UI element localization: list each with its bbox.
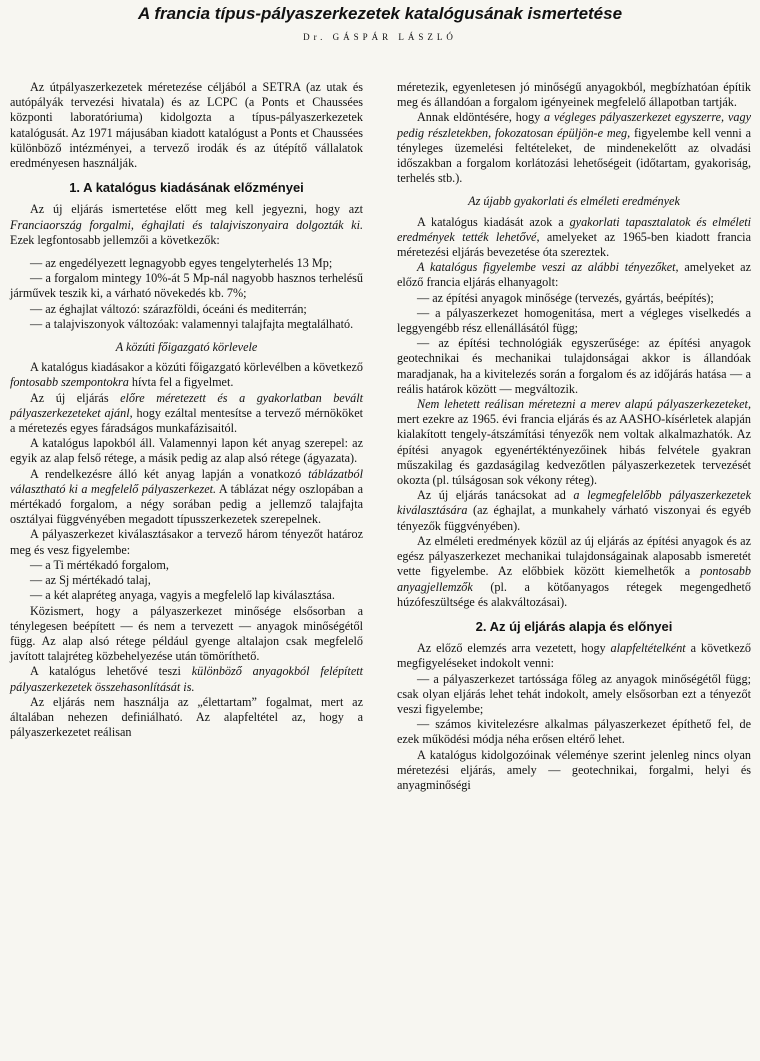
subheading-circular: A közúti főigazgató körlevele (115, 340, 258, 355)
list-item: — az Sj mértékadó talaj, (30, 573, 151, 588)
paragraph: A pályaszerkezet kiválasztásakor a tervező három tényezőt határoz meg és vesz figyelembe: (10, 527, 363, 557)
paragraph: Közismert, hogy a pályaszerkezet minősége elsősorban a ténylegesen beépített — és nem a tervezett — anyagok minőségétől függ. Az alap alsó rétege például gyenge altalajon csak megfelelő javított talajréteg közbehelyezése után tömöríthető. (10, 603, 363, 664)
paragraph: A katalógus kiadásakor a közúti főigazgató körlevélben a következő fontosabb szempontokra hívta fel a figyelmet. (10, 360, 363, 390)
paragraph: A katalógus figyelembe veszi az alábbi tényezőket, amelyeket az előző francia eljárás elhanyagolt: (397, 260, 751, 290)
paragraph: Az előző elemzés arra vezetett, hogy alapfeltételként a következő megfigyeléseket indokolt venni: (397, 641, 751, 671)
list-item: — az építési anyagok minősége (tervezés, gyártás, beépítés); (417, 290, 714, 305)
list-item: — a pályaszerkezet homogenitása, mert a végleges viselkedés a leggyengébb rész ellenállásától függ; (397, 305, 751, 336)
paragraph: Az új eljárás tanácsokat ad a legmegfelelőbb pályaszerkezetek kiválasztására (az éghajlat, a munkahely várható viszonyai és egyéb tényezők függvényében). (397, 488, 752, 533)
article-title: A francia típus-pályaszerkezetek katalógusának ismertetése (137, 4, 623, 23)
right-column (397, 80, 751, 793)
subheading-results: Az újabb gyakorlati és elméleti eredmények (468, 194, 680, 209)
paragraph: Az új eljárás előre méretezett és a gyakorlatban bevált pályaszerkezeteket ajánl, hogy ezáltal mentesítse a tervező mérnököket a méretezés egyes fáradságos munkafázisaitól. (10, 390, 363, 436)
paragraph: Annak eldöntésére, hogy a végleges pályaszerkezet egyszerre, vagy pedig részletekben, fokozatosan épüljön-e meg, figyelembe kell venni a tényleges üzemelési feltételeket, de mindenekelőtt az olvadási időszakban a forgalom korlátozási lehetőségeit (időtartam, gyakoriság, terhelés stb.). (397, 110, 751, 186)
paragraph: Az eljárás nem használja az „élettartam” fogalmat, mert az általában nehezen definiálható. Az alapfeltétel az, hogy a pályaszerkezetet reálisan (10, 694, 363, 740)
paragraph: Az új eljárás ismertetése előtt meg kell jegyezni, hogy azt Franciaország forgalmi, éghajlati és talajviszonyaira dolgozták ki. Ezek legfontosabb jellemzői a következők: (10, 202, 363, 247)
list-item: — a pályaszerkezet tartóssága főleg az anyagok minőségétől függ; csak olyan eljárás lehet tehát indokolt, amely elsősorban ezt a tényezőt veszi figyelembe; (397, 671, 751, 716)
list-item: — a forgalom mintegy 10%-át 5 Mp-nál nagyobb hasznos terhelésű járművek teszik ki, a várható növekedés kb. 7%; (10, 271, 363, 301)
list-item: — az éghajlat változó: szárazföldi, óceáni és mediterrán; (30, 301, 307, 316)
paragraph: A rendelkezésre álló két anyag lapján a vonatkozó táblázatból választható ki a megfelelő pályaszerkezet. A táblázat négy oszlopában a mértékadó forgalom, a négy sorában pedig a jellemző talajfajta osztályai függvényében megadott típusszerkezetek szerepelnek. (10, 466, 363, 527)
list-item: — az építési technológiák egyszerűsége: az építési anyagok geotechnikai és mechanikai tulajdonságai akkor is állandóak maradjanak, ha a kivitelezés során a forgalom és az időjárás hatása — a reális határok között — megváltozik. (397, 336, 751, 396)
list-item: — a Ti mértékadó forgalom, (30, 557, 169, 572)
section-heading-2: 2. Az új eljárás alapja és előnyei (475, 618, 673, 634)
paragraph: méretezik, egyenletesen jó minőségű anyagokból, megbízhatóan építik meg és állandóan a forgalom igényeinek megfelelő állapotban tartják. (397, 80, 751, 110)
section-heading-1: 1. A katalógus kiadásának előzményei (69, 180, 304, 196)
paragraph: Nem lehetett reálisan méretezni a merev alapú pályaszerkezeteket, mert ezekre az 1965. évi francia eljárás és az AASHO-kísérletek alapján kialakított tengely-átszámítási tényezők nem voltak alkalmazhatók. Az építési anyagok egyenértéktényezőinek hibás felvétele gyakran műszakilag és gazdaságilag kedvezőtlen pályaszerkezetek tervezését okozta (pl. túlságosan sok vékony réteg). (397, 397, 751, 488)
paragraph: A katalógus lehetővé teszi különböző anyagokból felépített pályaszerkezetek összehasonlítását is. (10, 664, 363, 694)
author-line: Dr. GÁSPÁR LÁSZLÓ (303, 32, 457, 42)
paragraph: A katalógus lapokból áll. Valamennyi lapon két anyag szerepel: az egyik az alap felső rétege, a másik pedig az alap alsó rétege (ágyazata). (10, 436, 363, 466)
left-column (10, 80, 363, 740)
list-item: — számos kivitelezésre alkalmas pályaszerkezet építhető fel, de ezek működési módja néha erősen eltérő lehet. (397, 717, 751, 747)
list-item: — az engedélyezett legnagyobb egyes tengelyterhelés 13 Mp; (30, 256, 333, 271)
intro-paragraph: Az útpályaszerkezetek méretezése céljából a SETRA (az utak és autópályák tervezési hivatala) és az LCPC (a Ponts et Chaussées központi laboratóriuma) kidolgozta a típus-pályaszerkezetek katalógusát. Az 1971 májusában kiadott katalógust a Ponts et Chaussées különböző intézményei, a tervező irodák és az útépítő vállalatok eredményesen használják. (10, 80, 363, 171)
paragraph: A katalógus kidolgozóinak véleménye szerint jelenleg nincs olyan méretezési eljárás, amely — geotechnikai, forgalmi, helyi és anyagminőségi (397, 747, 751, 792)
list-item: — a talajviszonyok változóak: valamennyi talajfajta megtalálható. (30, 316, 354, 331)
paragraph: A katalógus kiadását azok a gyakorlati tapasztalatok és elméleti eredmények tették lehetővé, amelyeket az 1965-ben kiadott francia méretezési eljárás bevezetése óta szereztek. (397, 214, 752, 260)
paragraph: Az elméleti eredmények közül az új eljárás az építési anyagok és az egész pályaszerkezet mechanikai tulajdonságainak alaposabb ismeretét vette figyelembe. Az előbbiek között kiemelhetők a pontosabb anyagjellemzők (pl. a kötőanyagos rétegek megengedhető húzófeszültsége és alakváltozásai). (397, 533, 751, 609)
list-item: — a két alapréteg anyaga, vagyis a megfelelő lap kiválasztása. (30, 588, 335, 603)
